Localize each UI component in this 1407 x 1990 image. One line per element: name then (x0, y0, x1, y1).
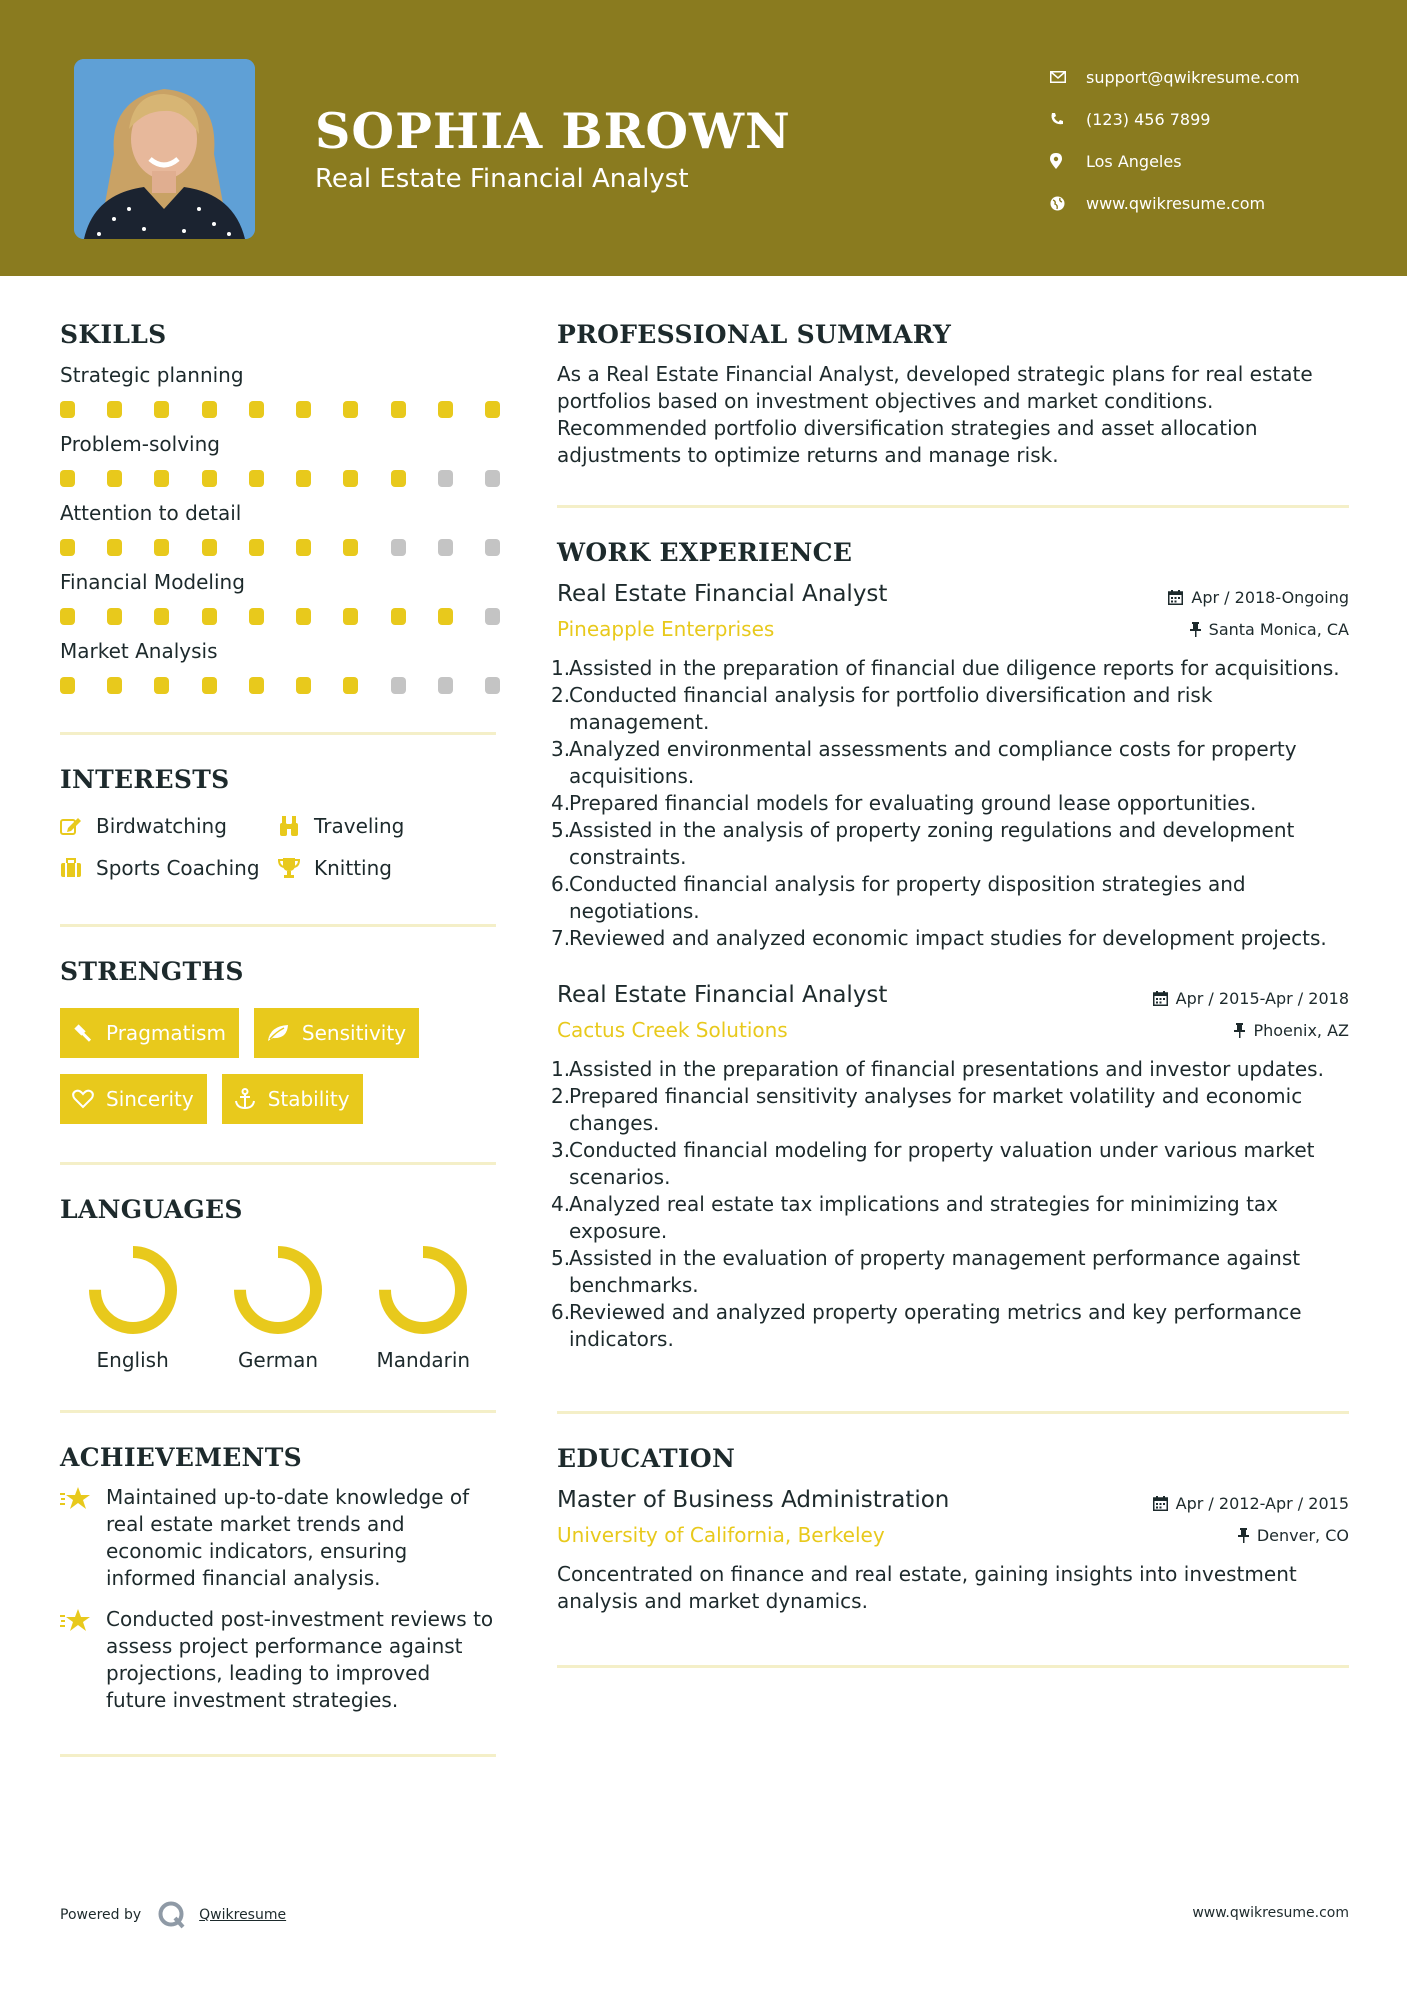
achievement-item (60, 1484, 496, 1592)
language-level-arc (385, 1252, 461, 1328)
rating-dot-filled (60, 539, 75, 556)
rating-dot-filled (391, 470, 406, 487)
rating-dot-filled (296, 401, 311, 418)
rating-dot-filled (296, 608, 311, 625)
trophy-icon (278, 857, 314, 879)
rating-dot-filled (60, 608, 75, 625)
interest-label: Traveling (314, 814, 405, 838)
skill-rating (60, 401, 500, 418)
summary-section (557, 320, 1349, 469)
candidate-name: SOPHIA BROWN (315, 102, 791, 160)
calendar-icon (1153, 991, 1168, 1006)
rating-dot-empty (438, 539, 453, 556)
strengths-list (60, 1008, 496, 1124)
degree-title: Master of Business Administration (557, 1487, 950, 1513)
calendar-icon (1153, 1496, 1168, 1511)
section-heading: PROFESSIONAL SUMMARY (557, 320, 952, 349)
rating-dot-filled (296, 539, 311, 556)
rating-dot-filled (343, 608, 358, 625)
map-pin-icon (1050, 153, 1086, 169)
list-number: 1. (551, 1057, 571, 1081)
qwikresume-link[interactable]: Qwikresume (199, 1907, 287, 1923)
interest-item (60, 814, 278, 838)
list-number: 2. (551, 1084, 571, 1108)
skill-item (60, 363, 496, 418)
rating-dot-empty (391, 539, 406, 556)
skills-list (60, 363, 496, 694)
achievement-text: Maintained up-to-date knowledge of real estate market trends and economic indicators, ensuring informed financial analysis. (106, 1485, 470, 1590)
contact-text: support@qwikresume.com (1086, 67, 1300, 87)
gavel-icon (72, 1022, 94, 1044)
star-icon (60, 1484, 106, 1592)
interest-label: Knitting (314, 856, 392, 880)
responsibility-item (551, 655, 1349, 682)
rating-dot-filled (438, 401, 453, 418)
rating-dot-empty (485, 677, 500, 694)
resume-header (0, 0, 1407, 276)
strength-tag (60, 1008, 239, 1058)
pushpin-icon (1238, 1528, 1249, 1543)
job-meta (1168, 581, 1349, 645)
skill-rating (60, 608, 500, 625)
contact-list (1050, 56, 1380, 224)
list-number: 5. (551, 1246, 571, 1270)
rating-dot-filled (60, 401, 75, 418)
responsibility-item (551, 682, 1349, 736)
job-location-text: Phoenix, AZ (1253, 1020, 1349, 1040)
strength-label: Sensitivity (301, 1021, 407, 1045)
job-title: Real Estate Financial Analyst (557, 982, 888, 1008)
interests-list (60, 814, 496, 880)
section-divider (60, 1162, 496, 1165)
languages-list (60, 1244, 496, 1372)
contact-email[interactable] (1050, 56, 1380, 98)
rating-dot-filled (249, 677, 264, 694)
globe-icon (1050, 196, 1086, 211)
rating-dot-filled (154, 401, 169, 418)
list-number: 6. (551, 1300, 571, 1324)
responsibility-text: Prepared financial sensitivity analyses for market volatility and economic changes. (569, 1084, 1303, 1135)
heart-icon (72, 1089, 94, 1109)
responsibility-list (551, 1056, 1349, 1353)
rating-dot-filled (249, 470, 264, 487)
job-meta (1153, 982, 1349, 1046)
rating-dot-empty (438, 677, 453, 694)
skill-item (60, 501, 496, 556)
list-number: 3. (551, 1138, 571, 1162)
responsibility-text: Analyzed environmental assessments and compliance costs for property acquisitions. (569, 737, 1297, 788)
rating-dot-filled (202, 539, 217, 556)
responsibility-item (551, 736, 1349, 790)
list-number: 5. (551, 818, 571, 842)
footer-website[interactable]: www.qwikresume.com (1192, 1905, 1349, 1921)
rating-dot-filled (107, 608, 122, 625)
rating-dot-empty (391, 677, 406, 694)
rating-dot-filled (391, 608, 406, 625)
rating-dot-filled (249, 401, 264, 418)
achievement-item (60, 1606, 496, 1714)
section-divider (557, 1665, 1349, 1668)
section-divider (557, 1411, 1349, 1414)
responsibility-text: Reviewed and analyzed economic impact studies for development projects. (569, 926, 1327, 950)
phone-icon (1050, 112, 1086, 126)
rating-dot-filled (107, 470, 122, 487)
section-heading: ACHIEVEMENTS (60, 1443, 302, 1472)
rating-dot-filled (60, 677, 75, 694)
skill-item (60, 639, 496, 694)
skill-name: Strategic planning (60, 363, 244, 387)
responsibility-item (551, 1191, 1349, 1245)
interest-label: Sports Coaching (96, 856, 260, 880)
experience-section (551, 538, 1349, 1353)
responsibility-text: Prepared financial models for evaluating ground lease opportunities. (569, 791, 1257, 815)
job-dates-text: Apr / 2015-Apr / 2018 (1175, 988, 1349, 1008)
job-entry (551, 581, 1349, 952)
list-number: 7. (551, 926, 571, 950)
rating-dot-empty (438, 470, 453, 487)
rating-dot-empty (485, 608, 500, 625)
job-company: Cactus Creek Solutions (557, 1018, 788, 1042)
responsibility-text: Conducted financial analysis for portfolio diversification and risk management. (569, 683, 1213, 734)
list-number: 2. (551, 683, 571, 707)
rating-dot-filled (107, 539, 122, 556)
section-heading: WORK EXPERIENCE (557, 538, 853, 567)
interest-item (278, 856, 498, 880)
responsibility-item (551, 925, 1349, 952)
summary-text: As a Real Estate Financial Analyst, developed strategic plans for real estate portfolios based on investment objectives and market conditions. Recommended portfolio diversification strategies and asset allocation adjustments to optimize returns and manage risk. (557, 362, 1313, 467)
education-dates (1153, 1487, 1349, 1519)
left-column (60, 320, 496, 1757)
language-item (205, 1244, 350, 1372)
responsibility-item (551, 817, 1349, 871)
section-heading: STRENGTHS (60, 957, 244, 986)
responsibility-text: Assisted in the evaluation of property management performance against benchmarks. (569, 1246, 1301, 1297)
responsibility-item (551, 871, 1349, 925)
contact-text: (123) 456 7899 (1086, 109, 1211, 129)
rating-dot-filled (438, 608, 453, 625)
section-heading: SKILLS (60, 320, 167, 349)
language-name: German (237, 1348, 319, 1372)
language-level-arc (95, 1252, 171, 1328)
skills-section (60, 320, 496, 694)
skill-name: Financial Modeling (60, 570, 245, 594)
language-item (60, 1244, 205, 1372)
rating-dot-filled (60, 470, 75, 487)
education-meta (1153, 1487, 1349, 1551)
interest-item (278, 814, 498, 838)
responsibility-item (551, 790, 1349, 817)
responsibility-text: Analyzed real estate tax implications and strategies for minimizing tax exposure. (569, 1192, 1279, 1243)
responsibility-list (551, 655, 1349, 952)
calendar-icon (1168, 590, 1183, 605)
list-number: 4. (551, 1192, 571, 1216)
skill-rating (60, 539, 500, 556)
language-level-arc (240, 1252, 316, 1328)
contact-location (1050, 140, 1380, 182)
job-title: Real Estate Financial Analyst (557, 581, 888, 607)
language-level-ring (87, 1244, 179, 1336)
responsibility-item (551, 1056, 1349, 1083)
rating-dot-filled (343, 401, 358, 418)
rating-dot-filled (249, 608, 264, 625)
rating-dot-filled (202, 677, 217, 694)
right-column (551, 320, 1349, 1668)
skill-rating (60, 470, 500, 487)
responsibility-item (551, 1245, 1349, 1299)
list-number: 3. (551, 737, 571, 761)
rating-dot-filled (107, 401, 122, 418)
rating-dot-filled (107, 677, 122, 694)
job-location (1168, 613, 1349, 645)
responsibility-text: Assisted in the preparation of financial due diligence reports for acquisitions. (569, 656, 1340, 680)
interests-section (60, 765, 496, 880)
interest-label: Birdwatching (96, 814, 227, 838)
pushpin-icon (1190, 622, 1201, 637)
strength-label: Stability (267, 1087, 350, 1111)
anchor-icon (234, 1088, 256, 1110)
strength-tag (254, 1008, 419, 1058)
responsibility-item (551, 1137, 1349, 1191)
education-entry (557, 1487, 1349, 1615)
job-dates (1168, 581, 1349, 613)
responsibility-item (551, 1299, 1349, 1353)
job-location (1153, 1014, 1349, 1046)
education-location-text: Denver, CO (1256, 1525, 1349, 1545)
contact-phone[interactable] (1050, 98, 1380, 140)
education-section (557, 1444, 1349, 1615)
profile-photo (74, 59, 255, 239)
rating-dot-filled (343, 677, 358, 694)
envelope-icon (1050, 71, 1086, 83)
list-number: 4. (551, 791, 571, 815)
language-level-ring (377, 1244, 469, 1336)
education-location (1153, 1519, 1349, 1551)
achievements-section (60, 1443, 496, 1714)
contact-text: Los Angeles (1086, 151, 1182, 171)
skill-name: Problem-solving (60, 432, 220, 456)
language-name: English (96, 1348, 169, 1372)
strength-tag (60, 1074, 207, 1124)
responsibility-text: Conducted financial modeling for property valuation under various market scenarios. (569, 1138, 1315, 1189)
rating-dot-filled (249, 539, 264, 556)
responsibility-text: Assisted in the analysis of property zoning regulations and development constraints. (569, 818, 1295, 869)
achievement-text: Conducted post-investment reviews to assess project performance against projections, leading to improved future investment strategies. (106, 1607, 494, 1712)
education-dates-text: Apr / 2012-Apr / 2015 (1175, 1493, 1349, 1513)
languages-section (60, 1195, 496, 1372)
pushpin-icon (1234, 1023, 1245, 1038)
language-name: Mandarin (376, 1348, 471, 1372)
rating-dot-filled (154, 470, 169, 487)
qwikresume-logo-icon (157, 1900, 187, 1930)
language-level-ring (232, 1244, 324, 1336)
rating-dot-filled (343, 539, 358, 556)
leaf-icon (266, 1023, 290, 1043)
list-number: 6. (551, 872, 571, 896)
section-heading: EDUCATION (557, 1444, 736, 1473)
strengths-section (60, 957, 496, 1124)
rating-dot-filled (202, 401, 217, 418)
job-location-text: Santa Monica, CA (1208, 619, 1349, 639)
contact-website[interactable] (1050, 182, 1380, 224)
responsibility-item (551, 1083, 1349, 1137)
pencil-icon (60, 816, 96, 836)
rating-dot-filled (485, 401, 500, 418)
rating-dot-filled (343, 470, 358, 487)
star-icon (60, 1606, 106, 1714)
rating-dot-empty (485, 470, 500, 487)
school-name: University of California, Berkeley (557, 1523, 885, 1547)
section-divider (60, 1410, 496, 1413)
footer-branding (60, 1900, 286, 1930)
rating-dot-filled (154, 539, 169, 556)
job-company: Pineapple Enterprises (557, 617, 775, 641)
briefcase-icon (60, 858, 96, 878)
rating-dot-filled (202, 470, 217, 487)
rating-dot-filled (296, 470, 311, 487)
contact-text: www.qwikresume.com (1086, 193, 1266, 213)
section-divider (60, 732, 496, 735)
section-divider (557, 505, 1349, 508)
strength-label: Sincerity (106, 1087, 194, 1111)
skill-item (60, 570, 496, 625)
job-dates (1153, 982, 1349, 1014)
section-heading: INTERESTS (60, 765, 230, 794)
interest-item (60, 856, 278, 880)
candidate-title: Real Estate Financial Analyst (315, 164, 689, 194)
job-entry (551, 982, 1349, 1353)
responsibility-text: Assisted in the preparation of financial presentations and investor updates. (569, 1057, 1324, 1081)
rating-dot-filled (391, 401, 406, 418)
skill-name: Market Analysis (60, 639, 218, 663)
list-number: 1. (551, 656, 571, 680)
rating-dot-filled (154, 608, 169, 625)
responsibility-text: Reviewed and analyzed property operating metrics and key performance indicators. (569, 1300, 1302, 1351)
binoculars-icon (278, 815, 314, 837)
powered-by-label: Powered by (60, 1907, 142, 1923)
strength-label: Pragmatism (106, 1021, 226, 1045)
rating-dot-empty (485, 539, 500, 556)
skill-name: Attention to detail (60, 501, 242, 525)
section-divider (60, 1754, 496, 1757)
job-dates-text: Apr / 2018-Ongoing (1191, 587, 1349, 607)
skill-rating (60, 677, 500, 694)
responsibility-text: Conducted financial analysis for property disposition strategies and negotiations. (569, 872, 1246, 923)
rating-dot-filled (296, 677, 311, 694)
rating-dot-filled (202, 608, 217, 625)
rating-dot-filled (154, 677, 169, 694)
skill-item (60, 432, 496, 487)
section-heading: LANGUAGES (60, 1195, 243, 1224)
education-description: Concentrated on finance and real estate, gaining insights into investment analysis and market dynamics. (557, 1562, 1297, 1613)
strength-tag (222, 1074, 363, 1124)
section-divider (60, 924, 496, 927)
language-item (351, 1244, 496, 1372)
